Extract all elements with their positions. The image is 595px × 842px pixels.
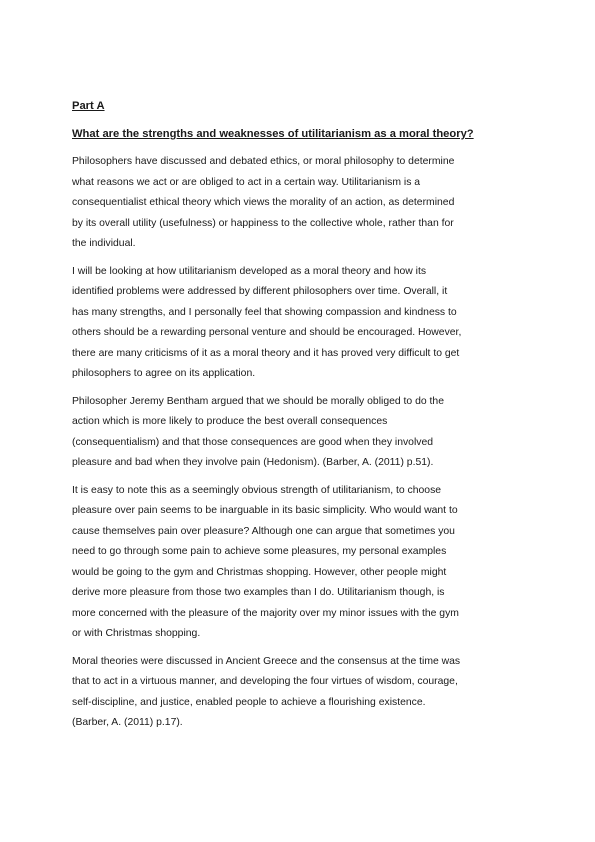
paragraph-line: action which is more likely to produce the best overall consequences bbox=[72, 416, 388, 427]
paragraph-line: would be going to the gym and Christmas shopping. However, other people might bbox=[72, 566, 447, 578]
paragraph-line: pleasure and bad when they involve pain (Hedonism). (Barber, A. (2011) p.51). bbox=[72, 457, 434, 468]
paragraph-line: has many strengths, and I personally feel that showing compassion and kindness to bbox=[72, 306, 457, 318]
paragraph-line: the individual. bbox=[72, 238, 136, 249]
paragraph-line: or with Christmas shopping. bbox=[72, 628, 201, 639]
paragraph-line: that to act in a virtuous manner, and developing the four virtues of wisdom, courage, bbox=[72, 676, 458, 687]
paragraph-line: more concerned with the pleasure of the majority over my minor issues with the gym bbox=[72, 607, 459, 619]
paragraph-overview bbox=[72, 262, 532, 385]
paragraph-line: It is easy to note this as a seemingly obvious strength of utilitarianism, to choose bbox=[72, 484, 442, 496]
paragraph-line: derive more pleasure from those two examples than I do. Utilitarianism though, is bbox=[72, 587, 445, 598]
paragraph-line: identified problems were addressed by different philosophers over time. Overall, it bbox=[72, 286, 448, 297]
paragraph-line: Philosophers have discussed and debated ethics, or moral philosophy to determine bbox=[72, 156, 455, 167]
paragraph-line: others should be a rewarding personal venture and should be encouraged. However, bbox=[72, 327, 462, 338]
paragraph-line: (consequentialism) and that those consequences are good when they involved bbox=[72, 436, 434, 448]
paragraph-line: there are many criticisms of it as a moral theory and it has proved very difficult to get bbox=[72, 347, 460, 359]
paragraph-intro bbox=[72, 152, 532, 255]
paragraph-line: need to go through some pain to achieve some pleasures, my personal examples bbox=[72, 546, 447, 557]
paragraph-line: cause themselves pain over pleasure? Although one can argue that sometimes you bbox=[72, 525, 455, 537]
paragraph-line: what reasons we act or are obliged to act in a certain way. Utilitarianism is a bbox=[72, 176, 421, 188]
paragraph-strength bbox=[72, 481, 532, 645]
paragraph-line: (Barber, A. (2011) p.17). bbox=[72, 717, 183, 728]
paragraph-ancient-greece bbox=[72, 652, 532, 734]
paragraph-line: consequentialist ethical theory which views the morality of an action, as determined bbox=[72, 197, 455, 208]
paragraph-line: I will be looking at how utilitarianism developed as a moral theory and how its bbox=[72, 265, 427, 277]
paragraph-line: pleasure over pain seems to be inarguable in its basic simplicity. Who would want to bbox=[72, 505, 458, 516]
paragraph-line: philosophers to agree on its application. bbox=[72, 368, 256, 379]
paragraph-line: Philosopher Jeremy Bentham argued that we should be morally obliged to do the bbox=[72, 395, 444, 407]
paragraph-line: Moral theories were discussed in Ancient Greece and the consensus at the time was bbox=[72, 655, 461, 667]
paragraph-bentham bbox=[72, 392, 532, 474]
paragraph-line: by its overall utility (usefulness) or happiness to the collective whole, rather than for bbox=[72, 217, 454, 229]
paragraph-line: self-discipline, and justice, enabled people to achieve a flourishing existence. bbox=[72, 696, 426, 708]
question-heading: What are the strengths and weaknesses of utilitarianism as a moral theory? bbox=[72, 128, 474, 140]
part-heading: Part A bbox=[72, 100, 105, 112]
document-page bbox=[72, 99, 532, 741]
